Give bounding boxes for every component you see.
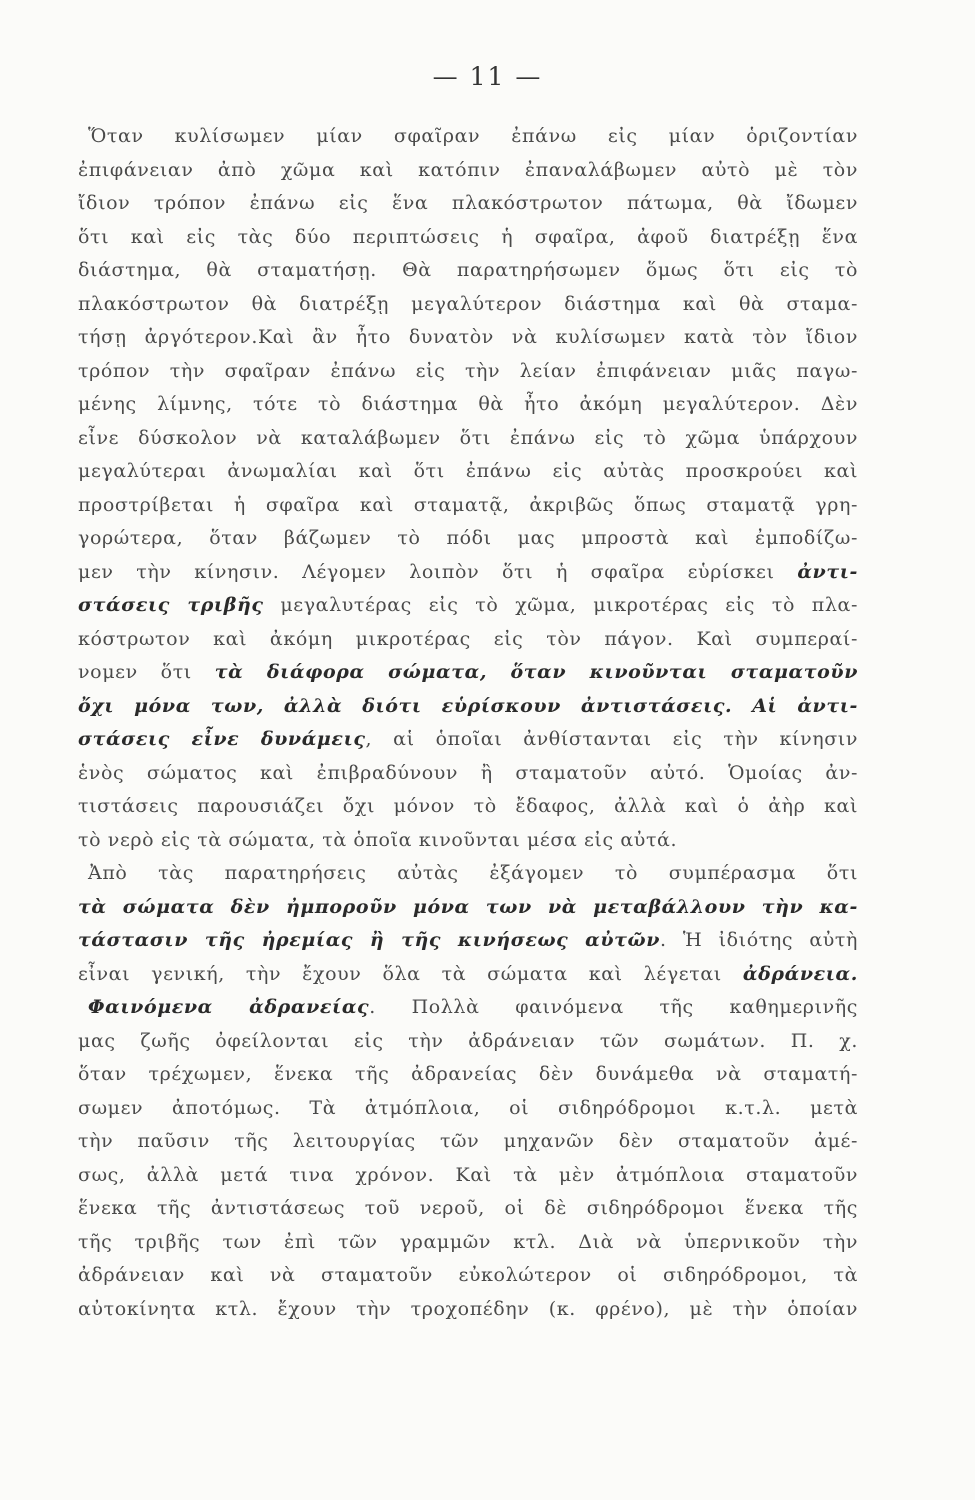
section-heading: Φαινόμενα ἀδρανείας [88, 996, 370, 1018]
text-segment: ὅταν τρέχωμεν, ἕνεκα τῆς ἀδρανείας δὲν δυνάμεθα νὰ σταματή- [78, 1063, 858, 1085]
text-line [78, 589, 858, 623]
text-segment: ἀδράνειαν καὶ νὰ σταματοῦν εὐκολώτερον οἱ σιδηρόδρομοι, τὰ [78, 1264, 858, 1286]
text-line [78, 656, 858, 690]
text-segment: ἑνὸς σώματος καὶ ἐπιβραδύνουν ἢ σταματοῦν αὐτό. Ὁμοίας ἀν- [78, 761, 858, 784]
text-line [78, 757, 858, 791]
emphasis-term: τὰ σώματα δὲν ἠμποροῦν μόνα των νὰ μεταβάλλουν τὴν κα- [78, 895, 858, 918]
text-segment: μας ζωῆς ὀφείλονται εἰς τὴν ἀδράνειαν τῶν σωμάτων. Π. χ. [78, 1029, 858, 1052]
text-line [78, 455, 858, 489]
text-line [78, 1058, 858, 1092]
text-line [78, 857, 858, 891]
page-number: — 11 — [432, 62, 543, 91]
text-segment: ἴδιον τρόπον ἐπάνω εἰς ἕνα πλακόστρωτον πάτωμα, θὰ ἴδωμεν [78, 192, 858, 214]
text-line [78, 1125, 858, 1159]
emphasis-term: τὰ διάφορα σώματα, ὅταν κινοῦνται σταματοῦν [214, 661, 858, 683]
text-segment: , αἱ ὁποῖαι ἀνθίστανται εἰς τὴν κίνησιν [365, 728, 858, 750]
text-segment: τιστάσεις παρουσιάζει ὄχι μόνον τὸ ἔδαφος, ἀλλὰ καὶ ὁ ἀὴρ καὶ [78, 795, 858, 817]
emphasis-term: τάστασιν τῆς ἠρεμίας ἢ τῆς κινήσεως αὐτῶν [78, 929, 661, 951]
text-segment: γορώτερα, ὅταν βάζωμεν τὸ πόδι μας μπροστὰ καὶ ἐμποδίζω- [78, 527, 858, 549]
text-segment: πλακόστρωτον θὰ διατρέξῃ μεγαλύτερον διάστημα καὶ θὰ σταμα- [78, 292, 858, 315]
text-line [78, 723, 858, 757]
text-segment: ἐπιφάνειαν ἀπὸ χῶμα καὶ κατόπιν ἐπαναλάβωμεν αὐτὸ μὲ τὸν [78, 158, 858, 181]
text-segment: . Πολλὰ φαινόμενα τῆς καθημερινῆς [369, 996, 858, 1018]
text-segment: κόστρωτον καὶ ἀκόμη μικροτέρας εἰς τὸν πάγον. Καὶ συμπεραί- [78, 627, 858, 650]
text-line [78, 120, 858, 154]
text-line [78, 422, 858, 456]
text-line [78, 522, 858, 556]
text-segment: Ὅταν κυλίσωμεν μίαν σφαῖραν ἐπάνω εἰς μίαν ὁριζοντίαν [88, 125, 858, 147]
body-text [78, 120, 858, 1326]
text-line [78, 556, 858, 590]
text-line [78, 991, 858, 1025]
text-line [78, 154, 858, 188]
text-segment: τῆς τριβῆς των ἐπὶ τῶν γραμμῶν κτλ. Διὰ νὰ ὑπερνικοῦν τὴν [78, 1230, 858, 1253]
text-segment: μεγαλύτεραι ἀνωμαλίαι καὶ ὅτι ἐπάνω εἰς αὐτὰς προσκρούει καὶ [78, 460, 858, 482]
text-line [78, 1192, 858, 1226]
text-line [78, 321, 858, 355]
text-line [78, 1025, 858, 1059]
text-segment: τήσῃ ἀργότερον.Καὶ ἂν ἦτο δυνατὸν νὰ κυλίσωμεν κατὰ τὸν ἴδιον [78, 326, 858, 348]
text-line [78, 1092, 858, 1126]
text-segment: σως, ἀλλὰ μετά τινα χρόνον. Καὶ τὰ μὲν ἀτμόπλοια σταματοῦν [78, 1163, 858, 1186]
text-segment: διάστημα, θὰ σταματήσῃ. Θὰ παρατηρήσωμεν ὅμως ὅτι εἰς τὸ [78, 259, 858, 281]
text-segment: τὴν παῦσιν τῆς λειτουργίας τῶν μηχανῶν δὲν σταματοῦν ἀμέ- [78, 1130, 858, 1152]
text-segment: μεγαλυτέρας εἰς τὸ χῶμα, μικροτέρας εἰς τὸ πλα- [263, 594, 858, 616]
emphasis-term: ἀδράνεια. [742, 962, 858, 985]
emphasis-term: ἀντι- [797, 560, 858, 583]
text-line [78, 187, 858, 221]
text-line [78, 1159, 858, 1193]
emphasis-term: στάσεις εἶνε δυνάμεις [78, 728, 366, 750]
text-segment: ὅτι καὶ εἰς τὰς δύο περιπτώσεις ἡ σφαῖρα, ἀφοῦ διατρέξῃ ἕνα [78, 225, 858, 248]
text-line [78, 388, 858, 422]
text-segment: τρόπον τὴν σφαῖραν ἐπάνω εἰς τὴν λείαν ἐπιφάνειαν μιᾶς παγω- [78, 359, 858, 382]
text-segment: αὐτοκίνητα κτλ. ἔχουν τὴν τροχοπέδην (κ. φρένο), μὲ τὴν ὁποίαν [78, 1297, 858, 1320]
text-segment: . Ἡ ἰδιότης αὐτὴ [660, 929, 858, 951]
text-segment: τὸ νερὸ εἰς τὰ σώματα, τὰ ὁποῖα κινοῦνται μέσα εἰς αὐτά. [78, 828, 678, 851]
text-segment: μένης λίμνης, τότε τὸ διάστημα θὰ ἦτο ἀκόμη μεγαλύτερον. Δὲν [78, 393, 858, 415]
text-line [78, 254, 858, 288]
text-segment: Ἀπὸ τὰς παρατηρήσεις αὐτὰς ἐξάγομεν τὸ συμπέρασμα ὅτι [88, 862, 858, 884]
emphasis-term: στάσεις τριβῆς [78, 594, 264, 616]
text-segment: σωμεν ἀποτόμως. Τὰ ἀτμόπλοια, οἱ σιδηρόδρομοι κ.τ.λ. μετὰ [78, 1096, 858, 1119]
text-line [78, 1226, 858, 1260]
text-line [78, 221, 858, 255]
text-line [78, 790, 858, 824]
text-segment: ἕνεκα τῆς ἀντιστάσεως τοῦ νεροῦ, οἱ δὲ σιδηρόδρομοι ἕνεκα τῆς [78, 1197, 858, 1219]
text-line [78, 1293, 858, 1327]
text-line [78, 355, 858, 389]
text-segment: προστρίβεται ἡ σφαῖρα καὶ σταματᾷ, ἀκριβῶς ὅπως σταματᾷ γρη- [78, 493, 858, 516]
text-segment: μεν τὴν κίνησιν. Λέγομεν λοιπὸν ὅτι ἡ σφαῖρα εὑρίσκει [78, 560, 798, 583]
text-line [78, 1259, 858, 1293]
text-line [78, 489, 858, 523]
text-line [78, 891, 858, 925]
text-line [78, 690, 858, 724]
text-segment: εἶναι γενική, τὴν ἔχουν ὅλα τὰ σώματα καὶ λέγεται [78, 962, 743, 985]
text-segment: εἶνε δύσκολον νὰ καταλάβωμεν ὅτι ἐπάνω εἰς τὸ χῶμα ὑπάρχουν [78, 426, 858, 449]
emphasis-term: ὄχι μόνα των, ἀλλὰ διότι εὑρίσκουν ἀντιστάσεις. Αἱ ἀντι- [78, 694, 858, 717]
text-line [78, 623, 858, 657]
text-line [78, 288, 858, 322]
text-segment: νομεν ὅτι [78, 661, 215, 683]
text-line [78, 958, 858, 992]
text-line [78, 824, 858, 858]
text-line [78, 924, 858, 958]
